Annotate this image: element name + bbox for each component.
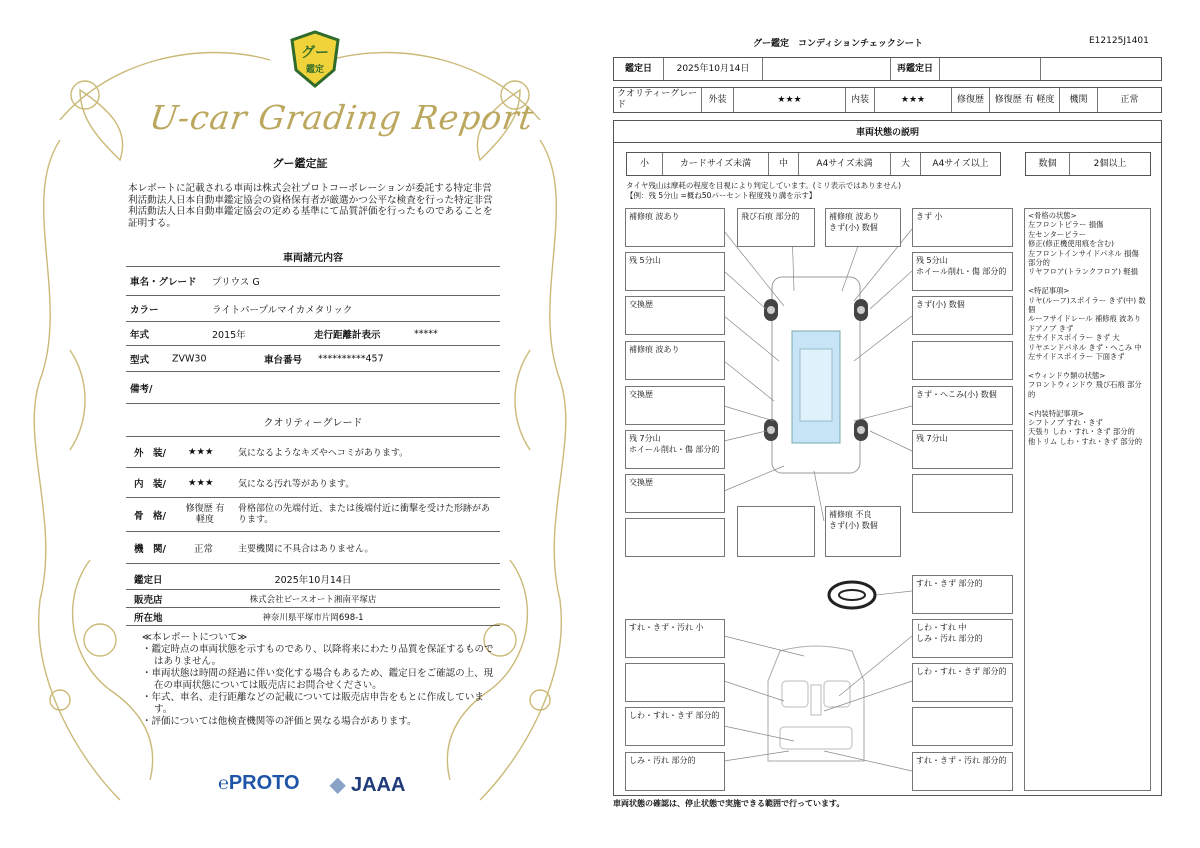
color-label: カラー: [130, 304, 159, 316]
tire-note-1: タイヤ残山は摩耗の程度を目視により判定しています。(ミリ表示ではありません): [626, 181, 902, 190]
int-value: ★★★: [875, 88, 952, 112]
size-large-desc: A4サイズ以上: [921, 153, 1000, 175]
note-item: ・評価については他検査機関等の評価と異なる場合があります。: [142, 716, 417, 727]
name-label: 車名・グレード: [130, 276, 197, 288]
dealer-label: 販売店: [134, 594, 163, 606]
condition-box: [912, 474, 1013, 513]
quality-row-interior: [126, 468, 500, 498]
condition-box: 残 7分山 ホイール削れ・傷 部分的: [625, 430, 725, 469]
quality-label: 骨 格/: [134, 510, 166, 522]
goo-badge: [288, 30, 342, 90]
spec-row-year: [126, 322, 500, 346]
address-row: [126, 608, 500, 626]
tire-note-2: 【例：残 5分山 =概ね50パーセント程度残り溝を示す】: [626, 191, 817, 200]
note-item: ・鑑定時点の車両状態を示すものであり、以降将来にわたり品質を保証するものではありません。: [142, 644, 494, 667]
badge-line1: グー: [301, 45, 329, 61]
condition-box: きず・へこみ(小) 数個: [912, 386, 1013, 425]
interior-box: [912, 707, 1013, 746]
condition-box: 交換歴: [625, 296, 725, 335]
chassis-label: 車台番号: [264, 354, 303, 366]
certificate-title: グー鑑定証: [272, 157, 328, 170]
quality-grade: 修復歴 有 軽度: [185, 503, 225, 525]
condition-box: 補修痕 波あり きず(小) 数個: [825, 208, 901, 247]
ext-label: 外装: [702, 88, 734, 112]
quality-row-frame: [126, 498, 500, 532]
grade-row: [613, 87, 1162, 113]
jaaa-logo-text: JAAA: [350, 774, 406, 796]
report-notes: [142, 632, 502, 728]
interior-box: すれ・きず・汚れ 部分的: [912, 752, 1013, 791]
date-value: 2025年10月14日: [664, 58, 763, 80]
mileage-value: *****: [414, 328, 438, 339]
quality-title: クオリティーグレード: [263, 418, 363, 429]
year-label: 年式: [130, 329, 150, 341]
notes-title: ≪本レポートについて≫: [142, 632, 248, 643]
date-label: 鑑定日: [614, 58, 664, 80]
condition-box: [625, 518, 725, 557]
condition-box: きず(小) 数個: [912, 296, 1013, 335]
quality-desc: 気になる汚れ等があります。: [238, 479, 355, 489]
badge-line2: 鑑定: [305, 65, 324, 75]
spec-row-name: [126, 266, 500, 296]
quality-desc: 気になるようなキズやヘコミがあります。: [238, 448, 409, 458]
chassis-value: **********457: [318, 353, 384, 364]
interior-box: しわ・すれ・きず 部分的: [625, 707, 725, 746]
engine-label: 機関: [1060, 88, 1098, 112]
intro-text: 本レポートに記載される車両は株式会社プロトコーポレーションが委託する特定非営利活動法人日本自動車鑑定協会の資格保有者が厳選かつ公平な検査を行った特定非営利活動法人日本自動車鑑定協会の定める基準にて品質評価を行ったものであることを証明する。: [128, 183, 493, 229]
interior-box: しわ・すれ・きず 部分的: [912, 663, 1013, 702]
year-value: 2015年: [212, 329, 246, 341]
model-label: 型式: [130, 354, 150, 366]
quality-label: 機 関/: [134, 543, 166, 555]
quality-row-exterior: [126, 436, 500, 468]
interior-box: [625, 663, 725, 702]
note-item: ・年式、車名、走行距離などの記載については販売店申告をもとに作成しています。: [142, 692, 484, 715]
condition-box: 残 5分山: [625, 252, 725, 291]
address-value: 神奈川県平塚市片岡698-1: [262, 612, 364, 623]
condition-box: 補修痕 波あり: [625, 341, 725, 380]
proto-logo-text: PROTO: [228, 772, 300, 794]
sheet-header: [613, 36, 1163, 50]
quality-row-engine: [126, 532, 500, 564]
condition-box: きず 小: [912, 208, 1013, 247]
appraisal-date-label: 鑑定日: [134, 574, 163, 586]
cond-title: 車両状態の説明: [614, 121, 1161, 143]
special-notes: <骨格の状態> 左フロントピラー 損傷 左センターピラー 修正(修正機使用痕を含む) 左フロントインサイドパネル 損傷 部分的 リヤフロア(トランクフロア) 軽損 <特記事項> リヤ(ルーフ)スポイラー きず(中) 数個 ルーフサイドレール 補修痕 波あり ドアノブ きず 左サイドスポイラー きず 大 リヤエンドパネル きず・へこみ 中 左サイドスポイラー 下面きず <ウィンドウ類の状態> フロントウィンドウ 飛び石痕 部分的 <内装特記事項> シフトノブ すれ・きず 天張り しわ・すれ・きず 部分的 他トリム しわ・すれ・きず 部分的: [1024, 208, 1151, 791]
count-label: 数個: [1026, 153, 1070, 175]
qg-label: クオリティーグレード: [614, 88, 702, 112]
spec-row-remarks: [126, 372, 500, 404]
quality-grade: 正常: [194, 543, 214, 555]
condition-box: 補修痕 不良 きず(小) 数個: [825, 506, 901, 557]
remarks-label: 備考/: [130, 383, 153, 395]
dealer-row: [126, 590, 500, 608]
date-row: [613, 57, 1162, 81]
model-value: ZVW30: [172, 353, 207, 364]
condition-box: [737, 506, 815, 557]
repair-value: 修復歴 有 軽度: [990, 88, 1060, 112]
engine-value: 正常: [1098, 88, 1161, 112]
interior-box: しみ・汚れ 部分的: [625, 752, 725, 791]
quality-desc: 骨格部位の先端付近、または後端付近に衝撃を受けた形跡があります。: [238, 503, 491, 525]
name-value: プリウス G: [212, 276, 260, 288]
int-label: 内装: [846, 88, 875, 112]
repair-label: 修復歴: [952, 88, 990, 112]
count-desc: 2個以上: [1070, 153, 1150, 175]
proto-logo: ℮PROTO: [218, 772, 300, 794]
appraisal-date-row: [126, 568, 500, 590]
sheet-footer: 車両状態の確認は、停止状態で実施できる範囲で行っています。: [613, 799, 845, 808]
size-medium-desc: A4サイズ未満: [799, 153, 891, 175]
quality-grade: ★★★: [188, 477, 214, 488]
interior-box: しわ・すれ 中 しみ・汚れ 部分的: [912, 619, 1013, 658]
condition-box: 飛び石痕 部分的: [737, 208, 815, 247]
condition-box: 交換歴: [625, 386, 725, 425]
note-item: ・車両状態は時間の経過に伴い変化する場合もあるため、鑑定日をご確認の上、現在の車両状態については販売店にお問合せください。: [142, 668, 494, 691]
color-value: ライトパープルマイカメタリック: [212, 304, 353, 316]
interior-box: すれ・きず・汚れ 小: [625, 619, 725, 658]
size-medium: 中: [769, 153, 799, 175]
quality-label: 外 装/: [134, 447, 166, 459]
jaaa-logo: ◆ JAAA: [330, 774, 406, 796]
sheet-title: グー鑑定 コンディションチェックシート: [753, 39, 923, 49]
report-title: U-car Grading Report: [147, 98, 537, 137]
interior-box: すれ・きず 部分的: [912, 575, 1013, 614]
appraisal-date: 2025年10月14日: [274, 574, 352, 586]
size-small: 小: [627, 153, 663, 175]
condition-box: 残 7分山: [912, 430, 1013, 469]
spec-row-model: [126, 346, 500, 372]
quality-desc: 主要機関に不具合はありません。: [238, 544, 374, 554]
mileage-label: 走行距離計表示: [314, 329, 381, 341]
spec-row-color: [126, 296, 500, 322]
quality-grade: ★★★: [188, 446, 214, 457]
condition-box: 残 5分山 ホイール削れ・傷 部分的: [912, 252, 1013, 291]
spec-title: 車両諸元内容: [283, 253, 343, 264]
size-large: 大: [891, 153, 921, 175]
condition-box: [912, 341, 1013, 380]
dealer-value: 株式会社ピースオート湘南平塚店: [249, 594, 377, 605]
quality-label: 内 装/: [134, 478, 166, 490]
condition-box: 交換歴: [625, 474, 725, 513]
sheet-id: E12125J1401: [1089, 36, 1149, 46]
condition-panel: [613, 120, 1162, 796]
ext-value: ★★★: [734, 88, 846, 112]
address-label: 所在地: [134, 612, 163, 624]
redate-label: 再鑑定日: [890, 58, 940, 80]
condition-box: 補修痕 波あり: [625, 208, 725, 247]
size-small-desc: カードサイズ未満: [663, 153, 769, 175]
